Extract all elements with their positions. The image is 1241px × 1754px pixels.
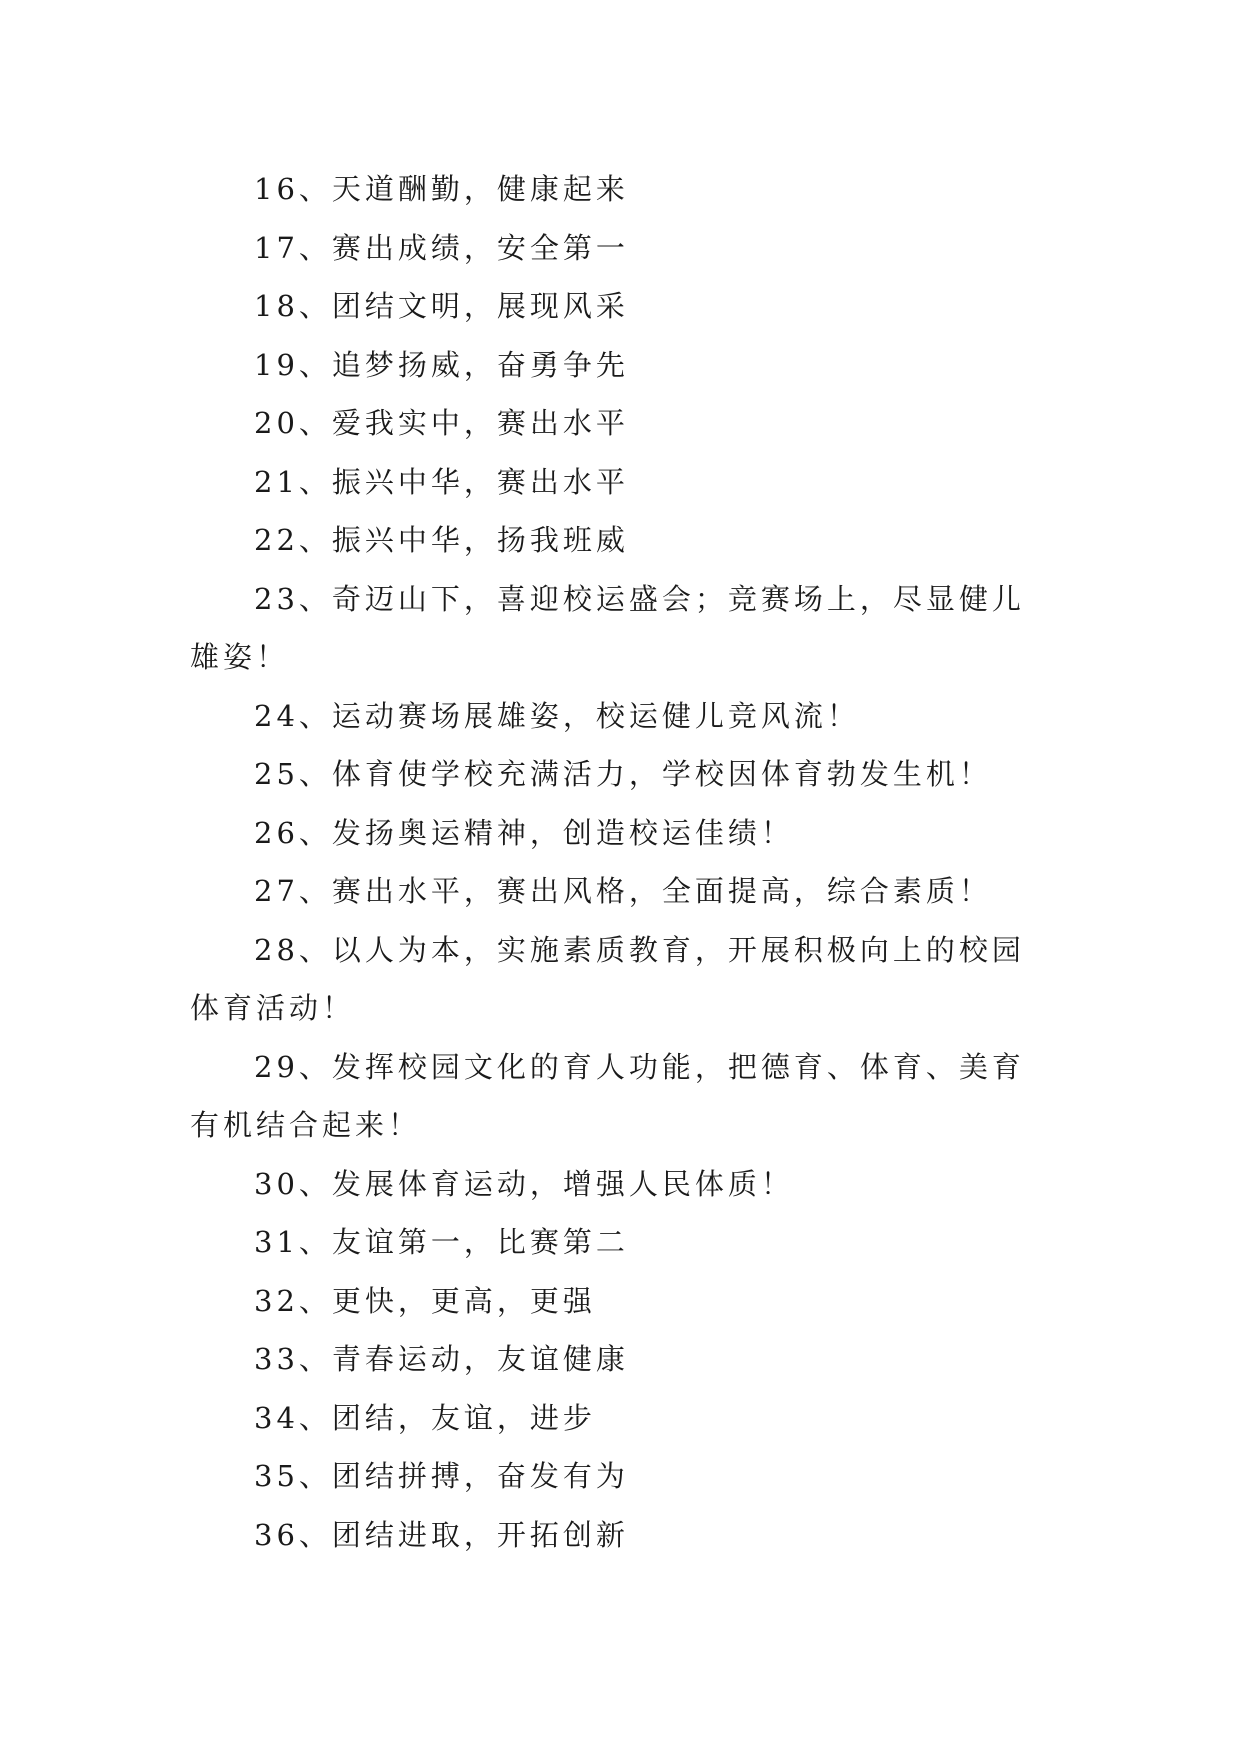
document-page (190, 160, 1050, 1564)
slogan-28: 28、以人为本，实施素质教育，开展积极向上的校园体育活动！ (190, 932, 1025, 1025)
slogan-32: 32、更快，更高，更强 (254, 1283, 596, 1318)
slogan-35: 35、团结拼搏，奋发有为 (254, 1459, 629, 1493)
slogan-27: 27、赛出水平，赛出风格，全面提高，综合素质！ (254, 874, 992, 908)
slogan-31: 31、友谊第一，比赛第二 (254, 1225, 629, 1259)
slogan-36: 36、团结进取，开拓创新 (254, 1517, 629, 1552)
slogan-26: 26、发扬奥运精神，创造校运佳绩！ (254, 815, 794, 850)
slogan-16: 16、天道酬勤，健康起来 (254, 172, 629, 206)
slogan-20: 20、爱我实中，赛出水平 (254, 406, 629, 440)
slogan-34: 34、团结，友谊，进步 (254, 1400, 596, 1435)
slogan-17: 17、赛出成绩，安全第一 (254, 230, 629, 265)
slogan-25: 25、体育使学校充满活力，学校因体育勃发生机！ (254, 757, 992, 791)
slogan-30: 30、发展体育运动，增强人民体质！ (254, 1166, 794, 1201)
slogan-22: 22、振兴中华，扬我班威 (254, 523, 629, 557)
slogan-29: 29、发挥校园文化的育人功能，把德育、体育、美育有机结合起来！ (190, 1049, 1025, 1142)
slogan-18: 18、团结文明，展现风采 (254, 289, 629, 323)
slogan-24: 24、运动赛场展雄姿，校运健儿竞风流！ (254, 698, 860, 733)
slogan-19: 19、追梦扬威，奋勇争先 (254, 347, 629, 382)
slogan-21: 21、振兴中华，赛出水平 (254, 464, 629, 499)
slogan-33: 33、青春运动，友谊健康 (254, 1342, 629, 1376)
slogan-23: 23、奇迈山下，喜迎校运盛会；竞赛场上，尽显健儿雄姿！ (190, 581, 1025, 674)
